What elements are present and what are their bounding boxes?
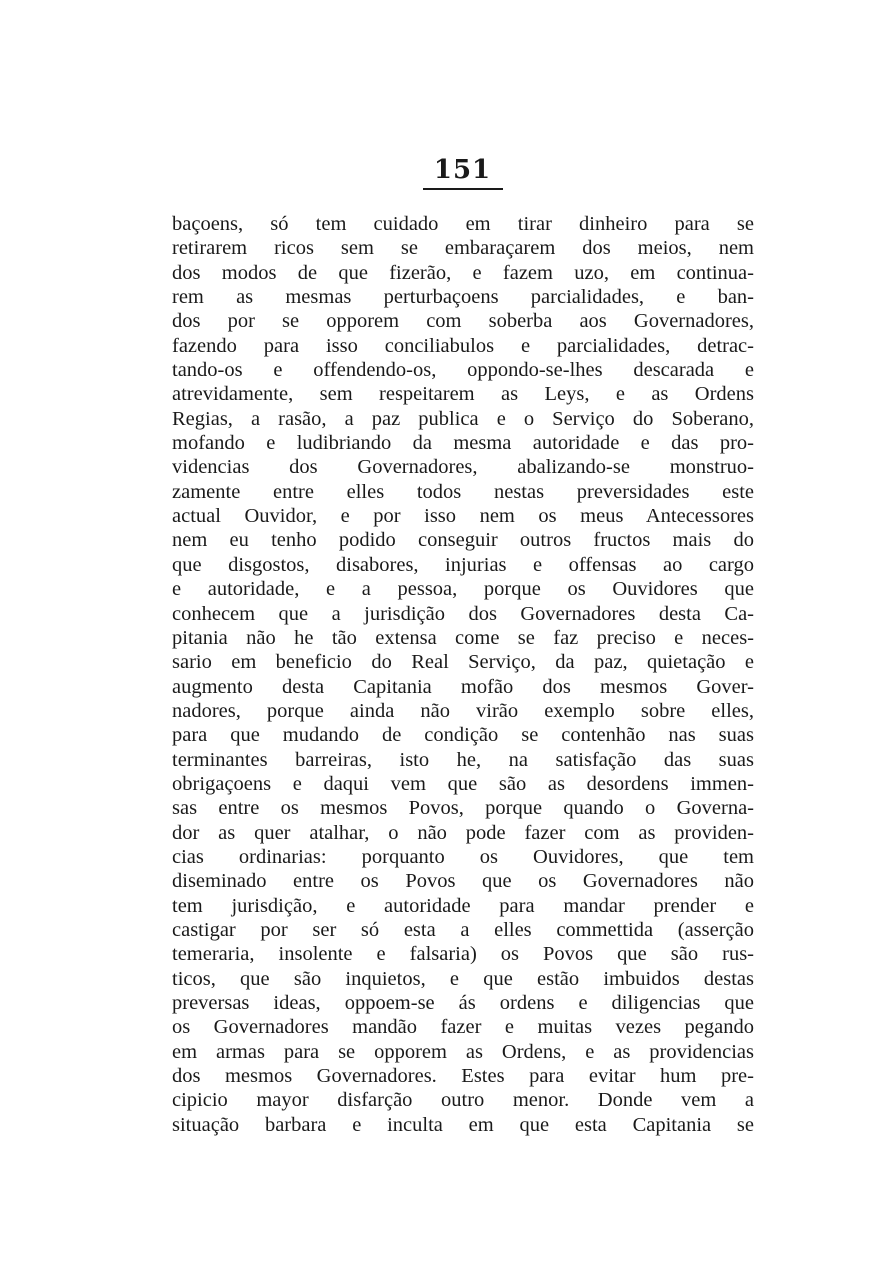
body-text: [172, 212, 754, 1137]
text-line: cias ordinarias: porquanto os Ouvidores, que tem: [172, 845, 754, 868]
text-line: para que mudando de condição se contenhão nas suas: [172, 724, 754, 747]
text-line: dor as quer atalhar, o não pode fazer com as providen-: [172, 821, 754, 844]
text-line: situação barbara e inculta em que esta Capitania se: [172, 1113, 754, 1136]
text-line: diseminado entre os Povos que os Governadores não: [172, 870, 754, 893]
text-line: baçoens, só tem cuidado em tirar dinheiro para se: [172, 213, 754, 235]
text-line: os Governadores mandão fazer e muitas vezes pegando: [172, 1016, 754, 1039]
text-line: terminantes barreiras, isto he, na satisfação das suas: [172, 748, 754, 771]
text-line: dos modos de que fizerão, e fazem uzo, em continua-: [172, 261, 754, 284]
text-line: dos mesmos Governadores. Estes para evitar hum pre-: [172, 1065, 754, 1088]
text-line: tando-os e offendendo-os, oppondo-se-lhes descarada e: [172, 359, 754, 382]
text-line: zamente entre elles todos nestas preversidades este: [172, 480, 754, 503]
text-line: sas entre os mesmos Povos, porque quando o Governa-: [172, 797, 754, 820]
text-line: dos por se opporem com soberba aos Governadores,: [172, 310, 754, 333]
text-line: augmento desta Capitania mofão dos mesmos Gover-: [172, 675, 754, 698]
text-line: em armas para se opporem as Ordens, e as providencias: [172, 1040, 754, 1063]
text-line: rem as mesmas perturbaçoens parcialidades, e ban-: [172, 286, 754, 309]
text-line: e autoridade, e a pessoa, porque os Ouvidores que: [172, 578, 754, 601]
text-line: obrigaçoens e daqui vem que são as desordens immen-: [172, 772, 754, 795]
text-line: mofando e ludibriando da mesma autoridade e das pro-: [172, 432, 754, 455]
text-line: pitania não he tão extensa come se faz preciso e neces-: [172, 626, 754, 649]
text-line: tem jurisdição, e autoridade para mandar prender e: [172, 894, 754, 917]
text-line: sario em beneficio do Real Serviço, da paz, quietação e: [172, 651, 754, 674]
text-line: ticos, que são inquietos, e que estão imbuidos destas: [172, 967, 754, 990]
text-line: nadores, porque ainda não virão exemplo sobre elles,: [172, 699, 754, 722]
text-line: que disgostos, disabores, injurias e offensas ao cargo: [172, 553, 754, 576]
text-line: preversas ideas, oppoem-se ás ordens e diligencias que: [172, 992, 754, 1014]
text-line: nem eu tenho podido conseguir outros fructos mais do: [172, 529, 754, 552]
text-line: Regias, a rasão, a paz publica e o Serviço do Soberano,: [172, 407, 754, 430]
text-line: fazendo para isso conciliabulos e parcialidades, detrac-: [172, 334, 754, 357]
text-line: temeraria, insolente e falsaria) os Povos que são rus-: [172, 943, 754, 966]
text-line: videncias dos Governadores, abalizando-se monstruo-: [172, 456, 754, 479]
text-line: actual Ouvidor, e por isso nem os meus Antecessores: [172, 505, 754, 528]
text-line: cipicio mayor disfarção outro menor. Donde vem a: [172, 1089, 754, 1112]
page-number-rule: [423, 188, 503, 190]
text-line: atrevidamente, sem respeitarem as Leys, e as Ordens: [172, 383, 754, 406]
page-number: 151: [433, 155, 492, 185]
text-line: conhecem que a jurisdição dos Governadores desta Ca-: [172, 602, 754, 625]
text-line: retirarem ricos sem se embaraçarem dos meios, nem: [172, 237, 754, 260]
text-line: castigar por ser só esta a elles commettida (asserção: [172, 918, 754, 941]
